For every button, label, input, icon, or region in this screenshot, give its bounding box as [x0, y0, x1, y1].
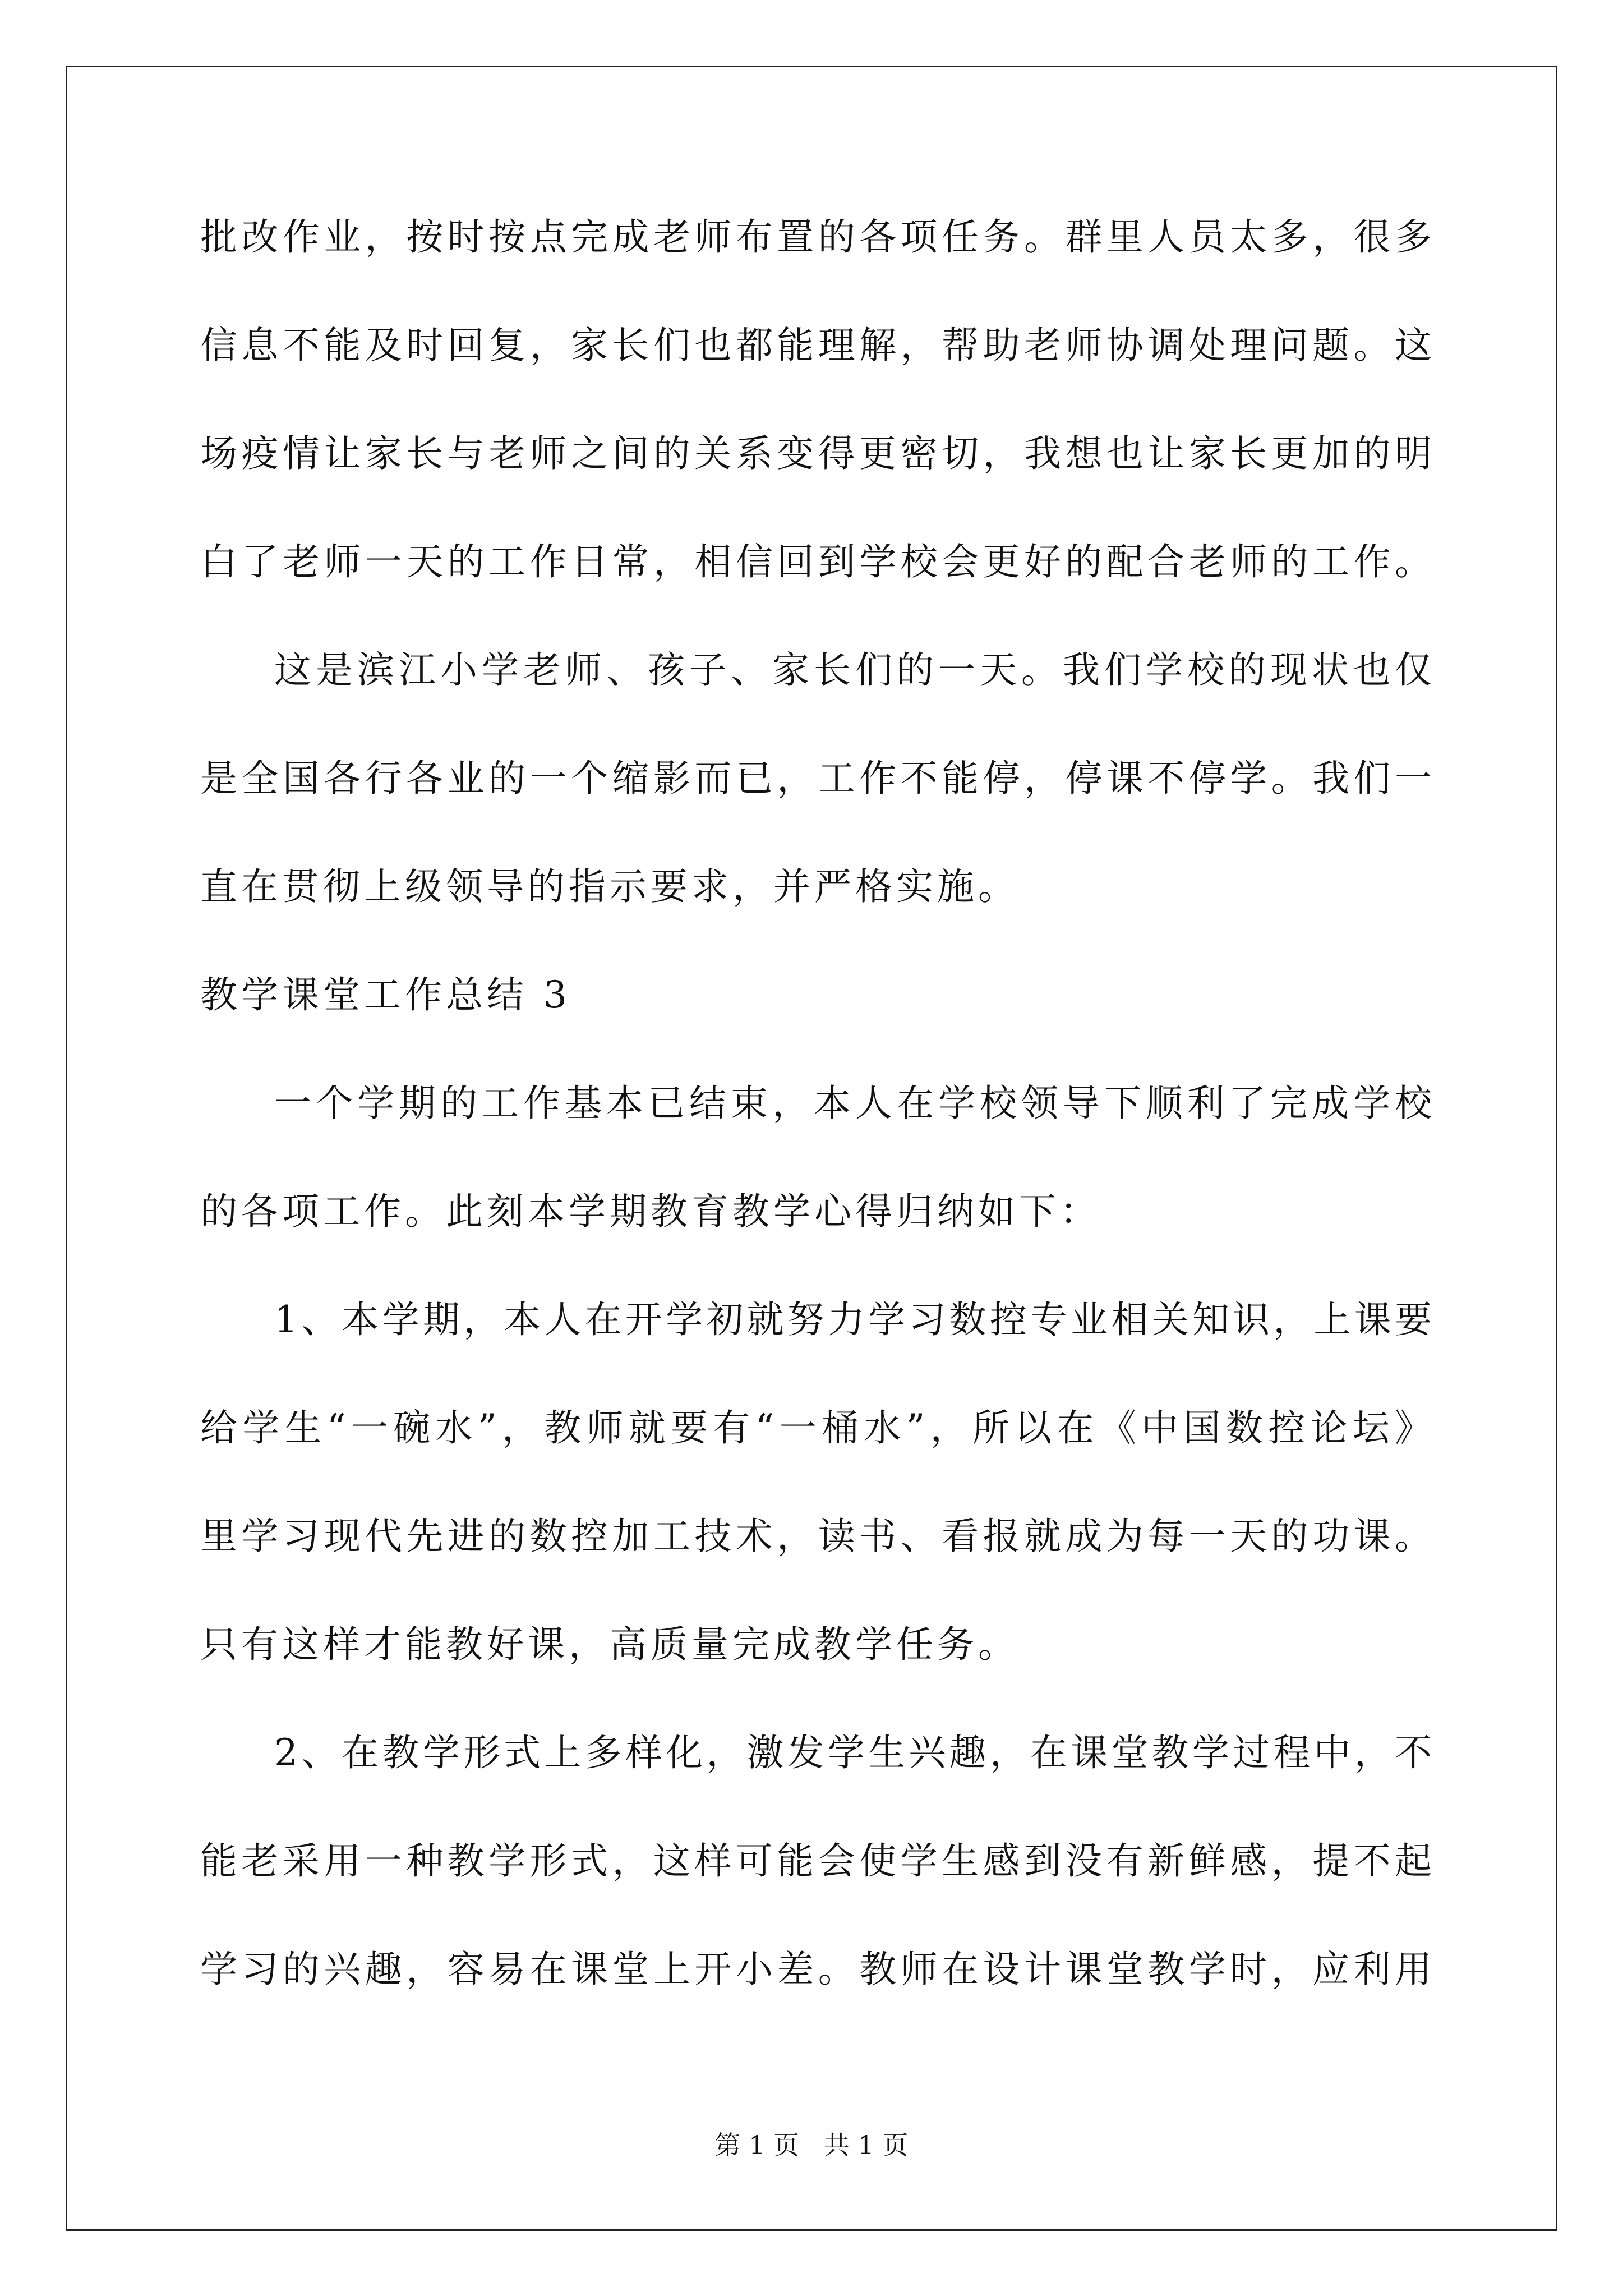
text-line: 的各项工作。此刻本学期教育教学心得归纳如下： — [200, 1190, 1101, 1233]
text-line: 信息不能及时回复，家长们也都能理解，帮助老师协调处理问题。这 — [200, 324, 1432, 367]
text-lines — [200, 212, 1432, 2053]
text-line: 直在贯彻上级领导的指示要求，并严格实施。 — [200, 865, 1019, 908]
text-line: 学习的兴趣，容易在课堂上开小差。教师在设计课堂教学时，应利用 — [200, 1948, 1432, 1991]
document-body — [200, 212, 1432, 2053]
text-line: 一个学期的工作基本已结束，本人在学校领导下顺利了完成学校 — [274, 1082, 1432, 1125]
text-line: 给学生“一碗水”，教师就要有“一桶水”，所以在《中国数控论坛》 — [200, 1406, 1432, 1450]
text-line: 能老采用一种教学形式，这样可能会使学生感到没有新鲜感，提不起 — [200, 1839, 1432, 1883]
page-footer: 第 1 页 共 1 页 — [714, 2130, 909, 2160]
text-line: 白了老师一天的工作日常，相信回到学校会更好的配合老师的工作。 — [200, 540, 1432, 583]
text-line: 教学课堂工作总结 3 — [200, 973, 571, 1016]
text-line: 是全国各行各业的一个缩影而已，工作不能停，停课不停学。我们一 — [200, 757, 1432, 800]
text-line: 批改作业，按时按点完成老师布置的各项任务。群里人员太多，很多 — [200, 215, 1432, 259]
text-line: 只有这样才能教好课，高质量完成教学任务。 — [200, 1623, 1019, 1666]
text-line: 里学习现代先进的数控加工技术，读书、看报就成为每一天的功课。 — [200, 1515, 1432, 1558]
text-line: 这是滨江小学老师、孩子、家长们的一天。我们学校的现状也仅 — [274, 648, 1432, 692]
text-line: 场疫情让家长与老师之间的关系变得更密切，我想也让家长更加的明 — [200, 432, 1432, 475]
text-line: 1、本学期，本人在开学初就努力学习数控专业相关知识，上课要 — [274, 1298, 1432, 1341]
text-line: 2、在教学形式上多样化，激发学生兴趣，在课堂教学过程中，不 — [274, 1731, 1432, 1774]
